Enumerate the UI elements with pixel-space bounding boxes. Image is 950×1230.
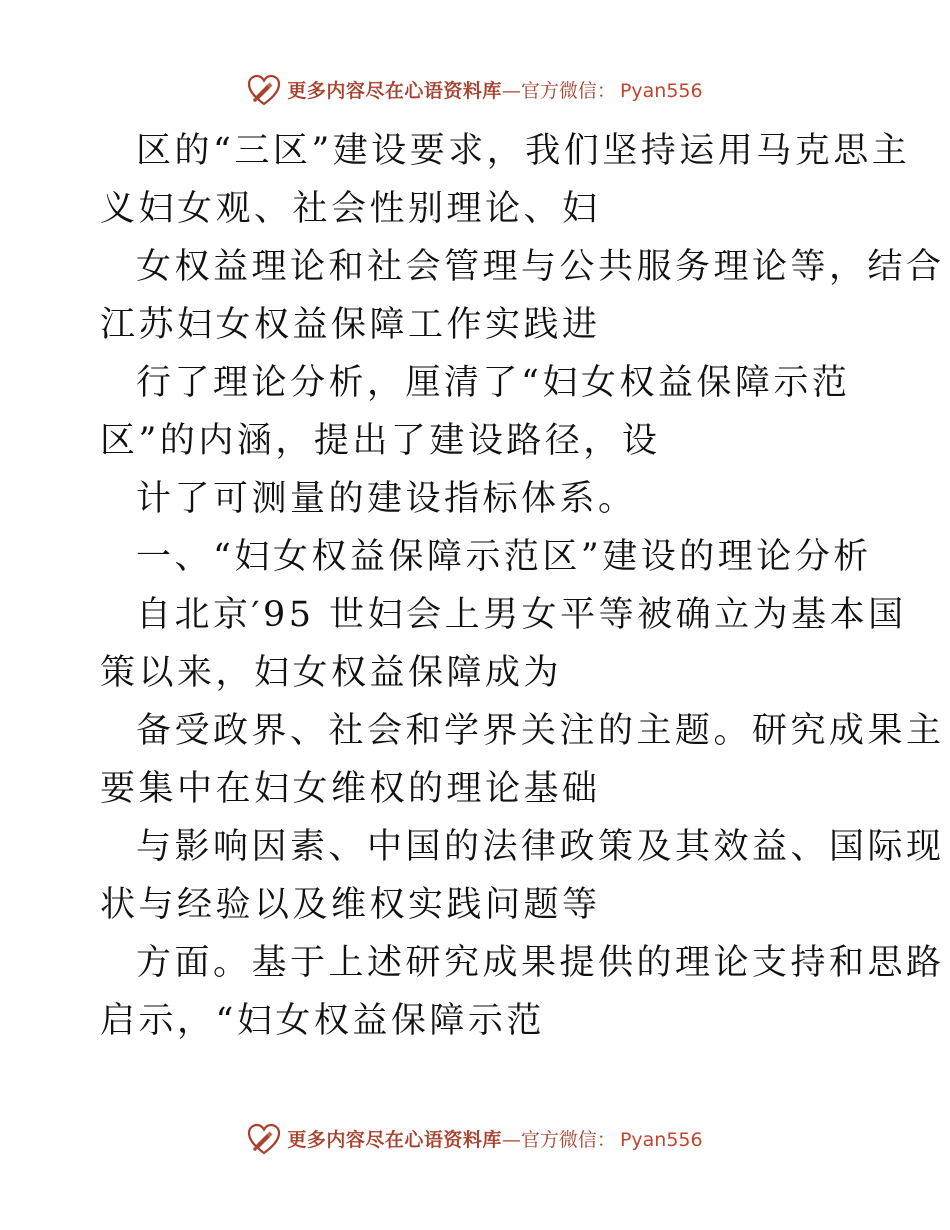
heart-pen-logo-icon [247,74,281,108]
text-line: 方面。基于上述研究成果提供的理论支持和思路 [136,943,945,983]
text-line: 备受政界、社会和学界关注的主题。研究成果主 [136,711,945,751]
heart-pen-logo-icon [247,1123,281,1157]
text-line: 要集中在妇女维权的理论基础 [100,769,601,809]
footer-watermark [0,1120,950,1160]
text-line: 江苏妇女权益保障工作实践进 [100,305,601,345]
text-line: 计了可测量的建设指标体系。 [136,479,637,519]
text-line: 策以来，妇女权益保障成为 [100,653,563,693]
watermark-text: 更多内容尽在心语资料库 [287,1129,502,1151]
watermark-wechat-id: Pyan556 [619,1129,703,1151]
text-line: 启示，“妇女权益保障示范 [100,1001,545,1041]
text-line: 义妇女观、社会性别理论、妇 [100,189,601,229]
text-line: 女权益理论和社会管理与公共服务理论等，结合 [136,247,945,287]
watermark-separator: —官方微信： [501,80,616,102]
text-line: 行了理论分析，厘清了“妇女权益保障示范 [136,363,851,403]
text-line: 自北京′95 世妇会上男女平等被确立为基本国 [136,595,907,635]
text-line: 与影响因素、中国的法律政策及其效益、国际现 [136,827,945,867]
watermark-separator: —官方微信： [501,1129,616,1151]
text-line: 区的“三区”建设要求，我们坚持运用马克思主 [136,131,911,171]
watermark-text: 更多内容尽在心语资料库 [287,80,502,102]
text-line: 区”的内涵，提出了建设路径，设 [100,421,661,461]
document-body [0,122,950,1050]
header-watermark [0,71,950,111]
section-heading: 一、“妇女权益保障示范区”建设的理论分析 [136,537,872,577]
text-line: 状与经验以及维权实践问题等 [100,885,601,925]
watermark-wechat-id: Pyan556 [619,80,703,102]
